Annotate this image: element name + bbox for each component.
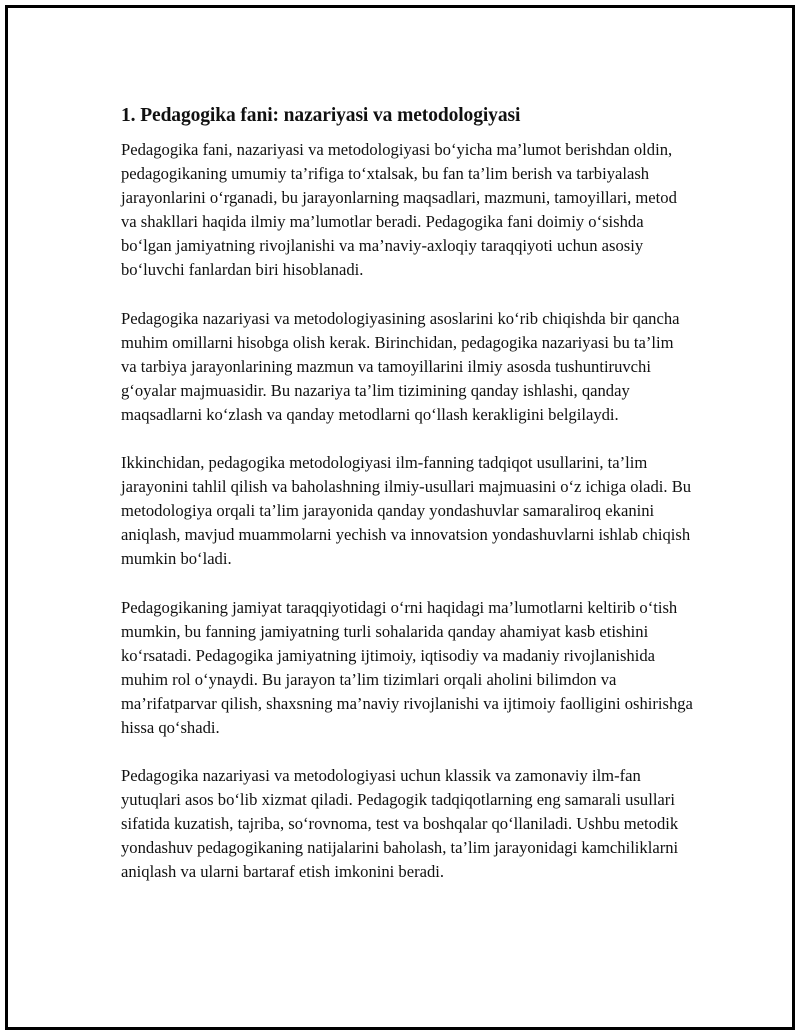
section-title: 1. Pedagogika fani: nazariyasi va metodologiyasi (121, 105, 521, 126)
paragraph-4: Pedagogikaning jamiyat taraqqiyotidagi o‘rni haqidagi ma’lumotlarni keltirib o‘tish mumkin, bu fanning jamiyatning turli sohalarida qanday ahamiyat kasb etishini ko‘rsatadi. Pedagogika jamiyatning ijtimoiy, iqtisodiy va madaniy rivojlanishida muhim rol o‘ynaydi. Bu jarayon ta’lim tizimlari orqali aholini bilimdon va ma’rifatparvar qilish, shaxsning ma’naviy rivojlanishi va ijtimoiy faolligini oshirishga hissa qo‘shadi. (121, 597, 693, 737)
paragraph-5: Pedagogika nazariyasi va metodologiyasi uchun klassik va zamonaviy ilm-fan yutuqlari asos bo‘lib xizmat qiladi. Pedagogik tadqiqotlarning eng samarali usullari sifatida kuzatish, tajriba, so‘rovnoma, test va boshqalar qo‘llaniladi. Ushbu metodik yondashuv pedagogikaning natijalarini baholash, ta’lim jarayonidagi kamchiliklarni aniqlash va ularni bartaraf etish imkonini beradi. (121, 766, 679, 882)
paragraph-3: Ikkinchidan, pedagogika metodologiyasi ilm-fanning tadqiqot usullarini, ta’lim jarayonini tahlil qilish va baholashning ilmiy-usullari majmuasini o‘z ichiga oladi. Bu metodologiya orqali ta’lim jarayonida qanday yondashuvlar samaraliroq ekanini aniqlash, mavjud muammolarni yechish va innovatsion yondashuvlarni ishlab chiqish mumkin bo‘ladi. (121, 453, 692, 569)
page-border (5, 5, 795, 1030)
document-body (121, 102, 693, 885)
paragraph-2: Pedagogika nazariyasi va metodologiyasining asoslarini ko‘rib chiqishda bir qancha muhim omillarni hisobga olish kerak. Birinchidan, pedagogika nazariyasi bu ta’lim va tarbiya jarayonlarining mazmun va tamoyillarini ilmiy asosda tushuntiruvchi g‘oyalar majmuasidir. Bu nazariya ta’lim tizimining qanday ishlashi, qanday maqsadlarni ko‘zlash va qanday metodlarni qo‘llash kerakligini belgilaydi. (121, 308, 680, 424)
paragraph-1: Pedagogika fani, nazariyasi va metodologiyasi bo‘yicha ma’lumot berishdan oldin, pedagogikaning umumiy ta’rifiga to‘xtalsak, bu fan ta’lim berish va tarbiyalash jarayonlarini o‘rganadi, bu jarayonlarning maqsadlari, mazmuni, tamoyillari, metod va shakllari haqida ilmiy ma’lumotlar beradi. Pedagogika fani doimiy o‘sishda bo‘lgan jamiyatning rivojlanishi va ma’naviy-axloqiy taraqqiyoti uchun asosiy bo‘luvchi fanlardan biri hisoblanadi. (121, 140, 677, 280)
